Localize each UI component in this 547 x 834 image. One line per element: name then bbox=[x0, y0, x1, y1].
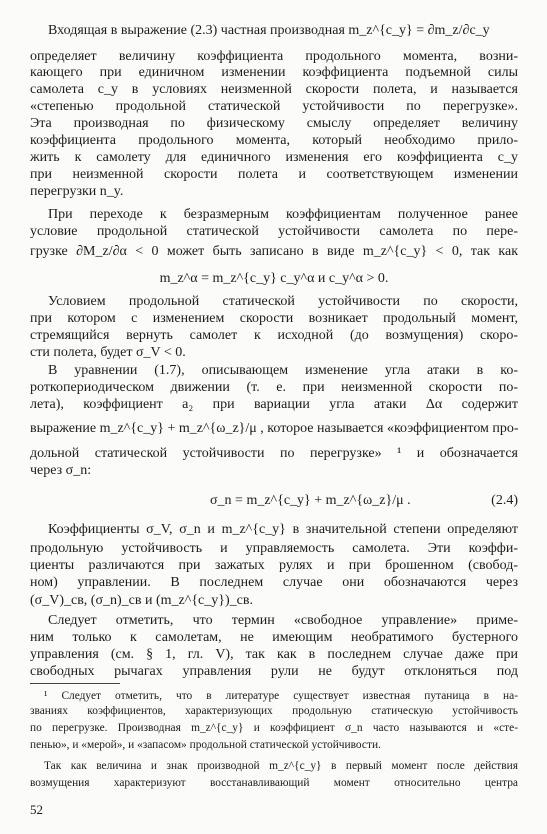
text-line: жить к самолету для единичного изменения его коэффициента c_y bbox=[30, 150, 518, 165]
text-line: В уравнении (1.7), описывающем изменение угла атаки в ко- bbox=[48, 363, 518, 378]
page-number: 52 bbox=[30, 802, 43, 817]
text-line: лета), коэффициент a₂ при вариации угла атаки Δα содержит bbox=[30, 397, 518, 412]
text-line: при неизменной скорости полета и соответствующем изменении bbox=[30, 167, 518, 182]
text-line: самолета c_y в условиях неизменной скорости полета, и называется bbox=[30, 82, 518, 97]
text-line: Коэффициенты σ_V, σ_n и m_z^{c_y} в значительной степени определяют bbox=[48, 522, 518, 537]
text-line: При переходе к безразмерным коэффициентам полученное ранее bbox=[48, 207, 518, 222]
text-line: Входящая в выражение (2.3) частная производная m_z^{c_y} = ∂m_z/∂c_y bbox=[48, 23, 490, 38]
text-line: Следует отметить, что термин «свободное управление» приме- bbox=[48, 613, 518, 628]
footnote-line: по перегрузке. Производная m_z^{c_y} и коэффициент σ_n часто называются и «сте- bbox=[30, 722, 518, 734]
text-line: выражение m_z^{c_y} + m_z^{ω_z}/μ , которое называется «коэффициентом про- bbox=[30, 421, 519, 436]
text-line: (σ_V)_св, (σ_n)_св и (m_z^{c_y})_св. bbox=[30, 593, 253, 608]
equation-number: (2.4) bbox=[491, 493, 518, 508]
footnote-line: возмущения характеризуют восстанавливающий момент относительно центра bbox=[30, 777, 518, 789]
text-line: сти полета, будет σ_V < 0. bbox=[30, 345, 186, 360]
text-line: дольной статической устойчивости по перегрузке» ¹ и обозначается bbox=[30, 446, 518, 461]
text-line: грузке ∂M_z/∂α < 0 может быть записано в виде m_z^{c_y} < 0, так как bbox=[30, 244, 518, 259]
display-formula: m_z^α = m_z^{c_y} c_y^α и c_y^α > 0. bbox=[159, 271, 389, 286]
text-line: «степенью продольной статической устойчивости по перегрузке». bbox=[30, 99, 518, 114]
text-line: стремящийся вернуть самолет к исходной (до возмущения) скоро- bbox=[30, 328, 518, 343]
text-line: ним только к самолетам, не имеющим необратимого бустерного bbox=[30, 630, 518, 645]
text-line: Условием продольной статической устойчивости по скорости, bbox=[48, 294, 518, 309]
text-line: через σ_n: bbox=[30, 463, 92, 478]
text-line: продольную устойчивость и управляемость самолета. Эти коэффи- bbox=[30, 541, 518, 556]
footnote-line: ¹ Следует отметить, что в литературе существует известная путаница в на- bbox=[44, 690, 518, 702]
text-line: коэффициента продольного момента, который необходимо прило- bbox=[30, 133, 518, 148]
text-line: Эта производная по физическому смыслу определяет величину bbox=[30, 116, 518, 131]
text-line: свободных рычагах управления рули не будут отклоняться под bbox=[30, 664, 518, 679]
equation: σ_n = m_z^{c_y} + m_z^{ω_z}/μ . bbox=[210, 493, 411, 508]
footnote-line: пенью», и «мерой», и «запасом» продольной статической устойчивости. bbox=[30, 739, 381, 751]
footnote-divider bbox=[30, 683, 120, 684]
text-line: циенты различаются при зажатых рулях и при брошенном (свобод- bbox=[30, 558, 518, 573]
text-line: управления (см. § 1, гл. V), так как в последнем случае даже при bbox=[30, 647, 518, 662]
text-line: при котором с изменением скорости возникает продольный момент, bbox=[30, 311, 518, 326]
text-line: условие продольной статической устойчивости самолета по пере- bbox=[30, 224, 518, 239]
text-line: определяет величину коэффициента продольного момента, возни- bbox=[30, 49, 518, 64]
text-line: кающего при единичном изменении коэффициента подъемной силы bbox=[30, 65, 518, 80]
text-line: ном) управлении. В последнем случае они обозначаются через bbox=[30, 575, 518, 590]
text-line: перегрузки n_y. bbox=[30, 184, 124, 199]
footnote-line: званиях коэффициентов, характеризующих продольную статическую устойчивость bbox=[30, 705, 518, 717]
text-line: роткопериодическом движении (т. е. при неизменной скорости по- bbox=[30, 380, 518, 395]
footnote-line: Так как величина и знак производной m_z^{c_y} в первый момент после действия bbox=[44, 760, 518, 772]
